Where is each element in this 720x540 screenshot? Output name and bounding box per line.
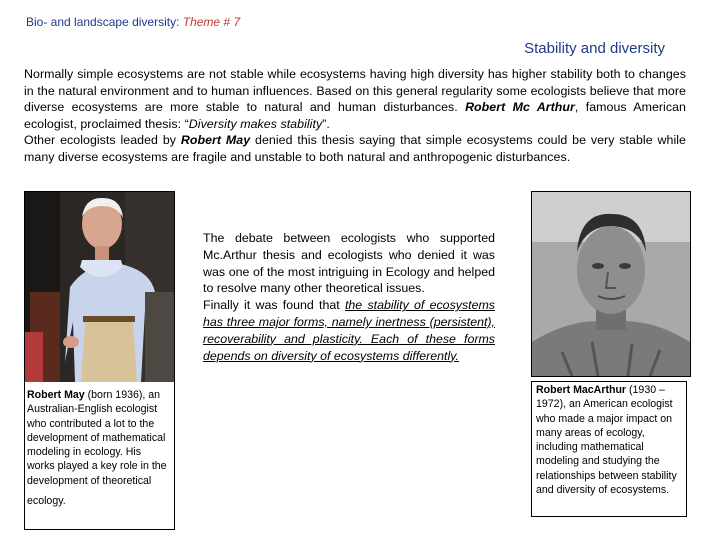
- intro-paragraph-2: [24, 132, 686, 165]
- intro-text: [24, 66, 686, 166]
- middle-paragraph-2: [203, 297, 495, 364]
- middle-paragraph-1: The debate between ecologists who supported Mc.Arthur thesis and ecologists who denied it was was one of the most intriguing in Ecology and helped to resolve many other theoretical issues.: [203, 231, 495, 296]
- robert-macarthur-photo: [531, 191, 691, 377]
- header-prefix: Bio- and landscape diversity:: [26, 15, 183, 29]
- intro-p2-name: Robert May: [180, 133, 251, 148]
- robert-macarthur-photo-graphic: [532, 192, 690, 376]
- header-theme: Theme # 7: [182, 15, 241, 29]
- intro-paragraph-1: [24, 66, 686, 132]
- intro-p1-text-3: ”.: [322, 116, 330, 131]
- intro-p2-text-2: denied this thesis saying that simple ecosystems could be very stable while many diverse ecosystems are fragile and unstable to both natural and anthropogenic disturbances.: [24, 133, 686, 164]
- middle-p2-underlined: the stability of ecosystems has three major forms, namely inertness (persistent), recoverability and plasticity. Each of these forms depends on diversity of ecosystems differently.: [203, 298, 496, 363]
- middle-text: [203, 230, 495, 364]
- page-title: Stability and diversity: [524, 40, 665, 57]
- robert-may-description-end: ecology.: [27, 495, 66, 508]
- intro-p1-text: Normally simple ecosystems are not stable while ecosystems having high diversity has higher stability both to changes in the natural environment and to human influences. Based on this general regularity some ecologists believe that more diverse ecosystems are more stable to natural and human disturbances.: [24, 67, 686, 115]
- header: [26, 15, 240, 29]
- robert-may-name: Robert May: [27, 389, 85, 401]
- intro-p1-name: Robert Mc Arthur: [465, 100, 575, 115]
- intro-p1-text-2: , famous American ecologist, proclaimed thesis: “: [24, 100, 686, 131]
- robert-macarthur-description: (1930 – 1972), an American ecologist who made a major impact on many areas of ecology, including mathematical modeling and studying the relationships between stability and diversity of ecosystems.: [536, 384, 677, 497]
- robert-macarthur-name: Robert MacArthur: [536, 384, 627, 396]
- robert-macarthur-caption: [531, 381, 687, 517]
- robert-may-photo: [24, 191, 175, 530]
- robert-may-description: (born 1936), an Australian-English ecologist who contributed a lot to the development of mathematical modeling in ecology. His works played a key role in the development of theoretical: [27, 389, 167, 487]
- middle-p2-text: Finally it was found that: [203, 298, 345, 313]
- intro-p1-quote: Diversity makes stability: [188, 116, 323, 131]
- intro-p2-text: Other ecologists leaded by: [24, 133, 181, 148]
- robert-may-caption: [27, 388, 171, 508]
